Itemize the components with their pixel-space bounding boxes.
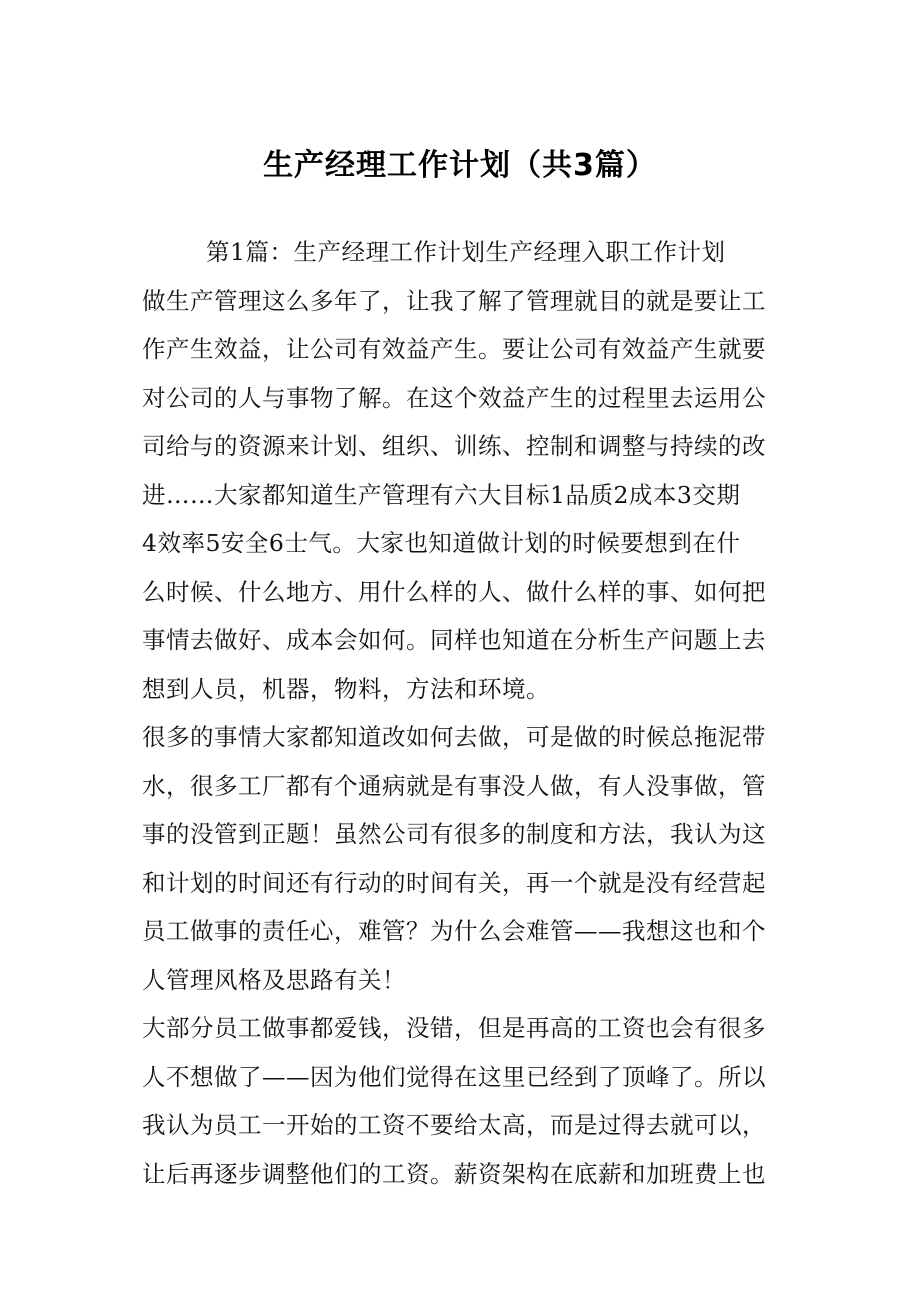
paragraph-line: 让后再逐步调整他们的工资。薪资架构在底薪和加班费上也 <box>142 1159 766 1188</box>
paragraph-line: 事的没管到正题！虽然公司有很多的制度和方法，我认为这 <box>142 820 766 848</box>
paragraph-line: 很多的事情大家都知道改如何去做，可是做的时候总拖泥带 <box>142 723 766 751</box>
document-body <box>142 228 782 1198</box>
paragraph-line: 4效率5安全6士气。大家也知道做计划的时候要想到在什 <box>142 529 741 557</box>
paragraph-line: 事情去做好、成本会如何。同样也知道在分析生产问题上去 <box>142 626 766 654</box>
paragraph-line: 么时候、什么地方、用什么样的人、做什么样的事、如何把 <box>142 577 766 606</box>
paragraph-line: 大部分员工做事都爱钱，没错，但是再高的工资也会有很多 <box>142 1014 766 1042</box>
paragraph-line: 进……大家都知道生产管理有六大目标1品质2成本3交期 <box>142 480 741 509</box>
paragraph-line: 和计划的时间还有行动的时间有关，再一个就是没有经营起 <box>142 868 766 897</box>
paragraph-line: 对公司的人与事物了解。在这个效益产生的过程里去运用公 <box>142 383 766 412</box>
paragraph-line: 做生产管理这么多年了，让我了解了管理就目的就是要让工 <box>142 286 766 315</box>
paragraph-line: 人管理风格及思路有关！ <box>142 965 406 994</box>
section-heading: 第1篇：生产经理工作计划生产经理入职工作计划 <box>206 238 726 266</box>
paragraph-line: 想到人员，机器，物料，方法和环境。 <box>142 674 550 703</box>
paragraph-line: 员工做事的责任心，难管？为什么会难管——我想这也和个 <box>142 917 766 945</box>
paragraph-line: 水，很多工厂都有个通病就是有事没人做，有人没事做，管 <box>142 771 766 800</box>
paragraph-line: 我认为员工一开始的工资不要给太高，而是过得去就可以， <box>142 1111 766 1139</box>
paragraph-line: 司给与的资源来计划、组织、训练、控制和调整与持续的改 <box>142 432 766 460</box>
paragraph-line: 人不想做了——因为他们觉得在这里已经到了顶峰了。所以 <box>142 1062 766 1091</box>
document-title: 生产经理工作计划（共3篇） <box>263 148 657 183</box>
paragraph-line: 作产生效益，让公司有效益产生。要让公司有效益产生就要 <box>142 335 766 363</box>
